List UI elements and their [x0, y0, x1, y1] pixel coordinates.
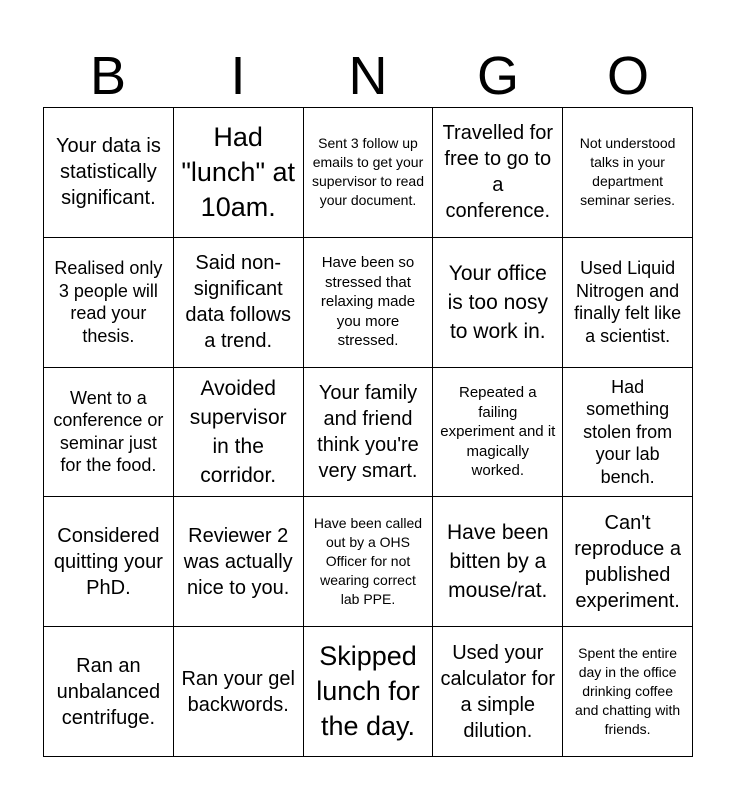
bingo-cell[interactable] — [44, 238, 174, 368]
header-letter-n: N — [348, 46, 388, 106]
bingo-cell[interactable] — [563, 627, 693, 757]
cell-text: Have been bitten by a mouse/rat. — [447, 521, 549, 603]
header-letter-g: G — [476, 46, 519, 106]
cell-text: Considered quitting your PhD. — [53, 524, 163, 599]
cell-text: Said non-significant data follows a trend. — [185, 252, 291, 353]
bingo-cell[interactable] — [174, 238, 304, 368]
bingo-cell[interactable] — [174, 627, 304, 757]
bingo-cell[interactable] — [433, 627, 563, 757]
cell-text: Spent the entire day in the office drinking coffee and chatting with friends. — [575, 645, 681, 738]
bingo-cell[interactable] — [563, 108, 693, 238]
bingo-header — [43, 46, 693, 106]
cell-text: Had something stolen from your lab bench. — [583, 376, 673, 487]
bingo-cell[interactable] — [44, 497, 174, 627]
header-letter-b: B — [89, 46, 127, 106]
cell-text: Sent 3 follow up emails to get your supervisor to read your document. — [311, 135, 425, 209]
bingo-cell[interactable] — [174, 108, 304, 238]
bingo-cell[interactable] — [563, 368, 693, 498]
cell-text: Skipped lunch for the day. — [316, 641, 420, 742]
bingo-cell[interactable] — [433, 108, 563, 238]
cell-text: Used your calculator for a simple dilution. — [440, 641, 556, 742]
cell-text: Can't reproduce a published experiment. — [574, 511, 681, 612]
cell-text: Realised only 3 people will read your thesis. — [54, 258, 163, 346]
bingo-cell[interactable] — [304, 108, 434, 238]
cell-text: Used Liquid Nitrogen and finally felt like a scientist. — [574, 258, 682, 346]
bingo-cell[interactable] — [304, 497, 434, 627]
bingo-cell[interactable] — [563, 497, 693, 627]
cell-text: Reviewer 2 was actually nice to you. — [183, 524, 293, 599]
bingo-cell[interactable] — [174, 497, 304, 627]
cell-text: Ran your gel backwords. — [181, 667, 295, 716]
cell-text: Have been so stressed that relaxing made you more stressed. — [320, 254, 416, 350]
cell-text: Avoided supervisor in the corridor. — [189, 376, 287, 487]
cell-text: Your office is too nosy to work in. — [447, 261, 548, 343]
cell-text: Your data is statistically significant. — [55, 135, 161, 210]
bingo-cell[interactable] — [433, 238, 563, 368]
bingo-cell[interactable] — [433, 368, 563, 498]
header-letter-o: O — [606, 46, 649, 106]
bingo-cell[interactable] — [563, 238, 693, 368]
bingo-cell[interactable] — [44, 108, 174, 238]
cell-text: Your family and friend think you're very smart. — [317, 381, 419, 482]
cell-text: Have been called out by a OHS Officer for not wearing correct lab PPE. — [313, 515, 423, 608]
cell-text: Went to a conference or seminar just for the food. — [53, 387, 164, 476]
bingo-board — [43, 107, 693, 757]
bingo-cell[interactable] — [174, 368, 304, 498]
cell-text: Had "lunch" at 10am. — [181, 121, 296, 222]
bingo-cell[interactable] — [433, 497, 563, 627]
cell-text: Not understood talks in your department seminar series. — [579, 135, 676, 209]
header-letter-i: I — [230, 46, 246, 106]
cell-text: Ran an unbalanced centrifuge. — [56, 654, 161, 729]
bingo-cell[interactable] — [44, 627, 174, 757]
bingo-cell[interactable] — [304, 238, 434, 368]
bingo-cell[interactable] — [304, 627, 434, 757]
bingo-cell[interactable] — [44, 368, 174, 498]
bingo-cell[interactable] — [304, 368, 434, 498]
cell-text: Travelled for free to go to a conference. — [442, 122, 553, 223]
cell-text: Repeated a failing experiment and it magically worked. — [440, 384, 556, 480]
